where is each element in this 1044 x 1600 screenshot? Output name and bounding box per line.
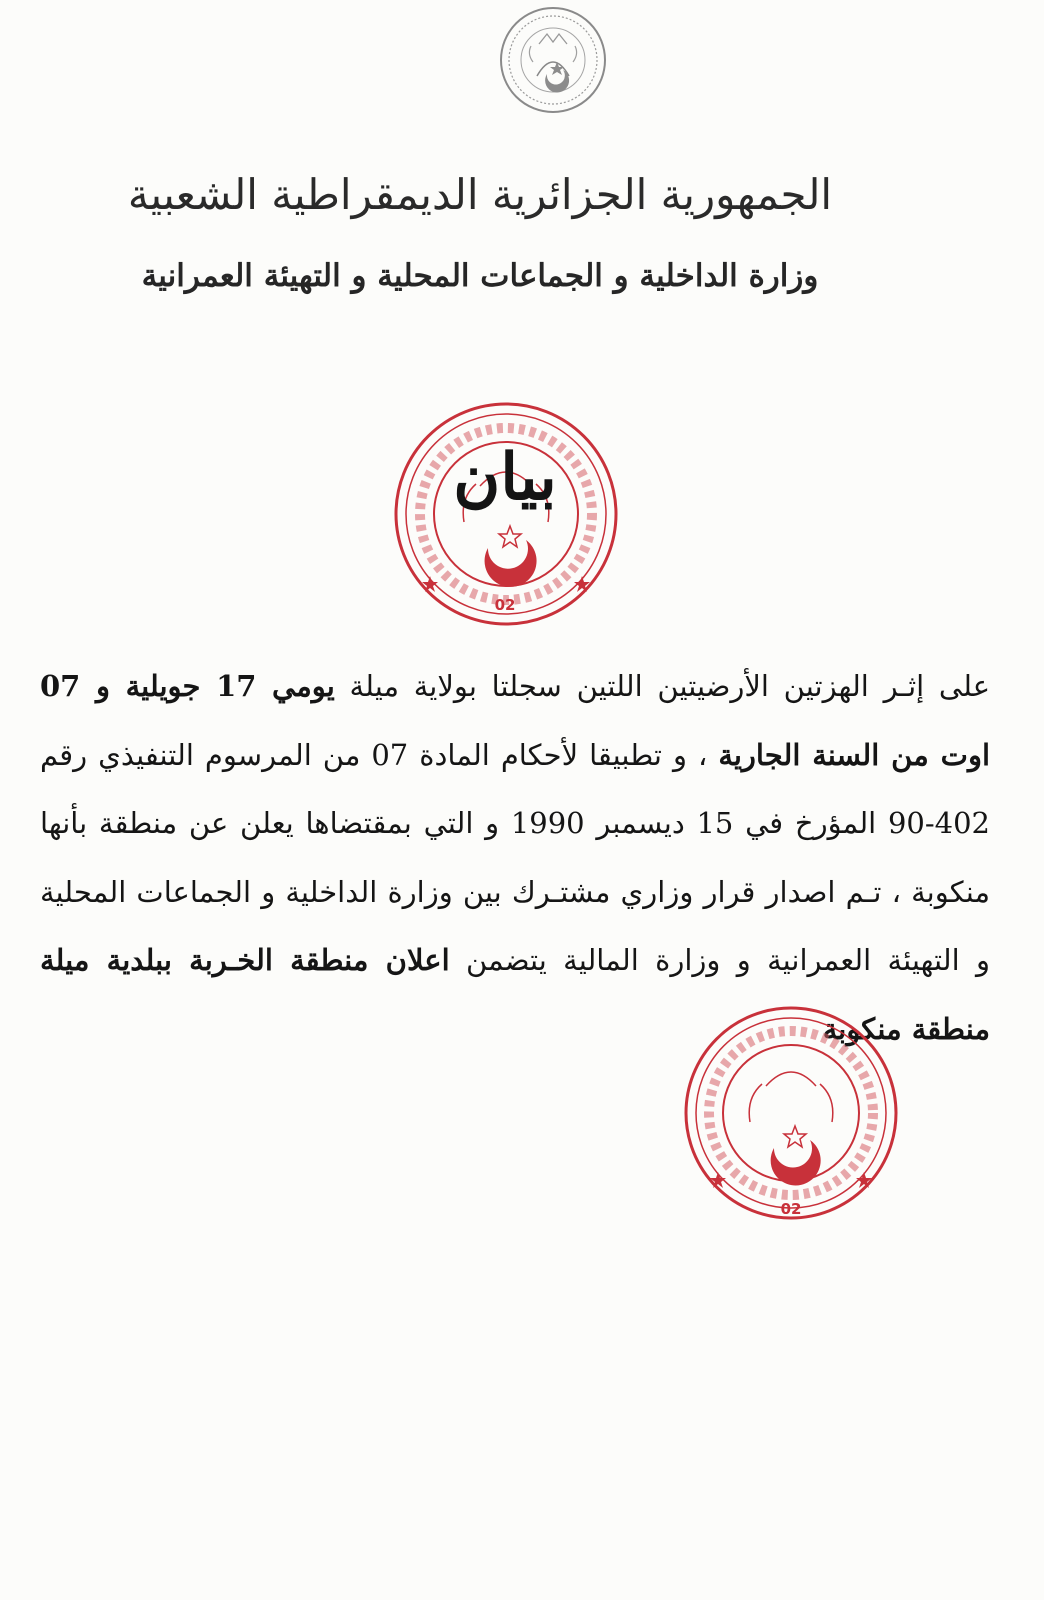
republic-heading: الجمهورية الجزائرية الديمقراطية الشعبية [127,170,833,219]
body-line-5 [40,926,990,995]
body-line-2 [40,721,990,790]
body-line-3: 90-402 المؤرخ في 15 ديسمبر 1990 و التي بمقتضاها يعلن عن منطقة بأنها [40,806,990,840]
body-line-1 [40,652,990,721]
stamp-number: 02 [494,596,516,614]
body-line-6-bold: منطقة منكوبة [822,1011,990,1046]
national-emblem-seal [497,4,609,116]
body-line-5-text: و التهيئة العمرانية و وزارة المالية يتضمن [465,943,990,977]
body-line-1-bold: يومي 17 جويلية و 07 [40,669,335,703]
body-line-2-bold: اوت من السنة الجارية [718,737,990,772]
body-line-4: منكوبة ، تـم اصدار قرار وزاري مشتـرك بين وزارة الداخلية و الجماعات المحلية [40,874,990,909]
body-line-2-text: ، و تطبيقا لأحكام المادة 07 من المرسوم التنفيذي رقم [40,737,708,772]
body-line-5-bold: اعلان منطقة الخـربة ببلدية ميلة [40,943,450,977]
body-line-1-text: على إثـر الهزتين الأرضيتين اللتين سجلتا بولاية ميلة [349,669,990,703]
document-title: بيان [453,440,557,515]
ministry-stamp-2 [680,1002,902,1224]
stamp-2-number: 02 [780,1200,802,1218]
ministry-heading: وزارة الداخلية و الجماعات المحلية و التهيئة العمرانية [141,258,819,294]
